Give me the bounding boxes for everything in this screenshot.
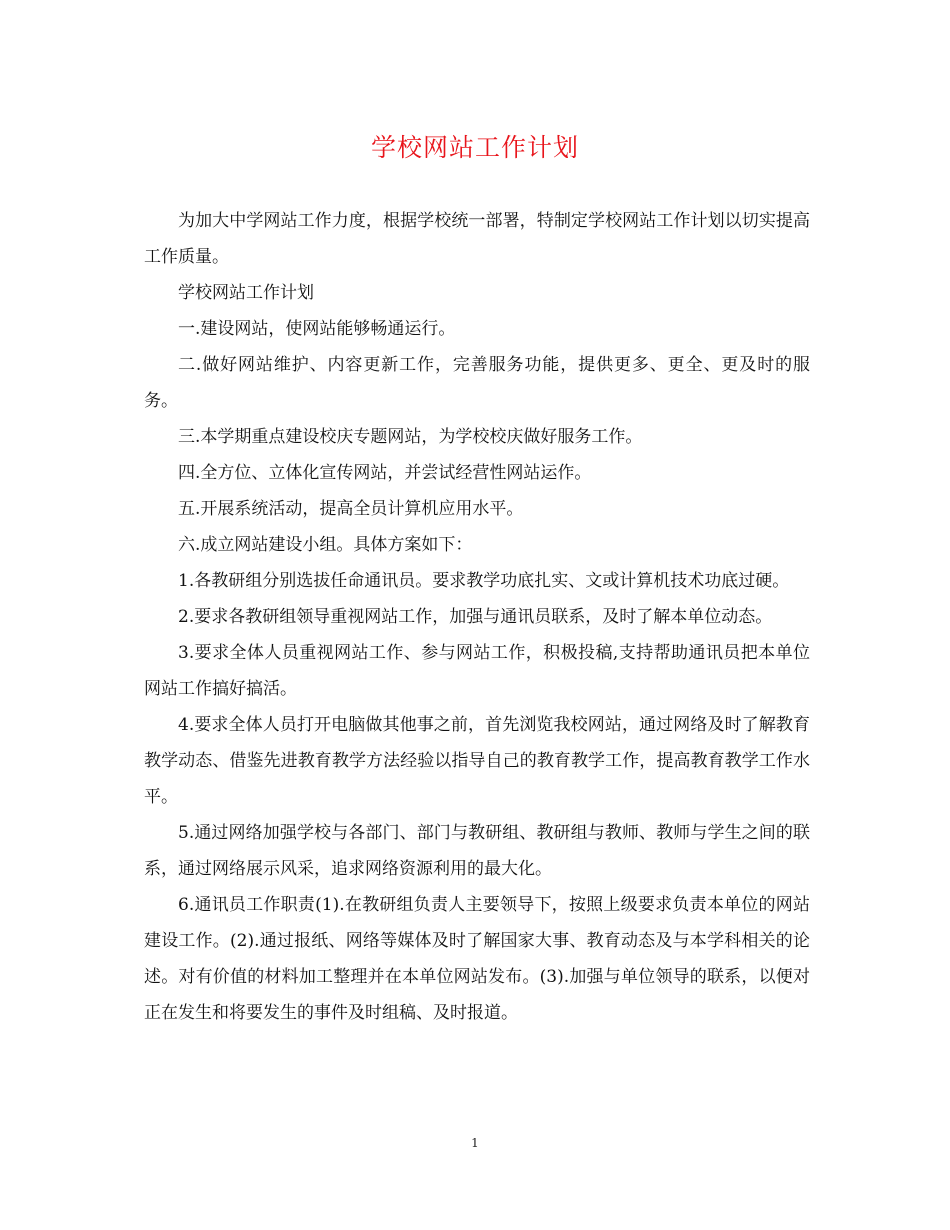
paragraph-item-2: 二.做好网站维护、内容更新工作，完善服务功能，提供更多、更全、更及时的服务。	[144, 355, 810, 411]
paragraph-intro: 为加大中学网站工作力度，根据学校统一部署，特制定学校网站工作计划以切实提高工作质量。	[144, 211, 810, 267]
paragraph-item-3: 三.本学期重点建设校庆专题网站，为学校校庆做好服务工作。	[178, 427, 643, 447]
paragraph-item-6: 六.成立网站建设小组。具体方案如下：	[178, 535, 473, 555]
paragraph-plan-4: 4.要求全体人员打开电脑做其他事之前，首先浏览我校网站，通过网络及时了解教育教学动态、借鉴先进教育教学方法经验以指导自己的教育教学工作，提高教育教学工作水平。	[144, 715, 810, 807]
paragraph-item-5: 五.开展系统活动，提高全员计算机应用水平。	[178, 499, 524, 519]
paragraph-plan-2: 2.要求各教研组领导重视网站工作，加强与通讯员联系，及时了解本单位动态。	[178, 607, 773, 627]
paragraph-subtitle: 学校网站工作计划	[178, 283, 314, 303]
paragraph-plan-1: 1.各教研组分别选拔任命通讯员。要求教学功底扎实、文或计算机技术功底过硬。	[178, 571, 790, 591]
paragraph-item-4: 四.全方位、立体化宣传网站，并尝试经营性网站运作。	[178, 463, 592, 483]
paragraph-item-1: 一.建设网站，使网站能够畅通运行。	[178, 319, 456, 339]
paragraph-plan-5: 5.通过网络加强学校与各部门、部门与教研组、教研组与教师、教师与学生之间的联系，通过网络展示风采，追求网络资源利用的最大化。	[144, 823, 810, 879]
paragraph-plan-3: 3.要求全体人员重视网站工作、参与网站工作，积极投稿,支持帮助通讯员把本单位网站工作搞好搞活。	[144, 643, 810, 699]
document-body	[144, 203, 810, 1031]
page-number: 1	[471, 1136, 479, 1150]
paragraph-plan-6: 6.通讯员工作职责(1).在教研组负责人主要领导下，按照上级要求负责本单位的网站建设工作。(2).通过报纸、网络等媒体及时了解国家大事、教育动态及与本学科相关的论述。对有价值的材料加工整理并在本单位网站发布。(3).加强与单位领导的联系，以便对正在发生和将要发生的事件及时组稿、及时报道。	[144, 895, 810, 1023]
document-title: 学校网站工作计划	[370, 133, 579, 162]
